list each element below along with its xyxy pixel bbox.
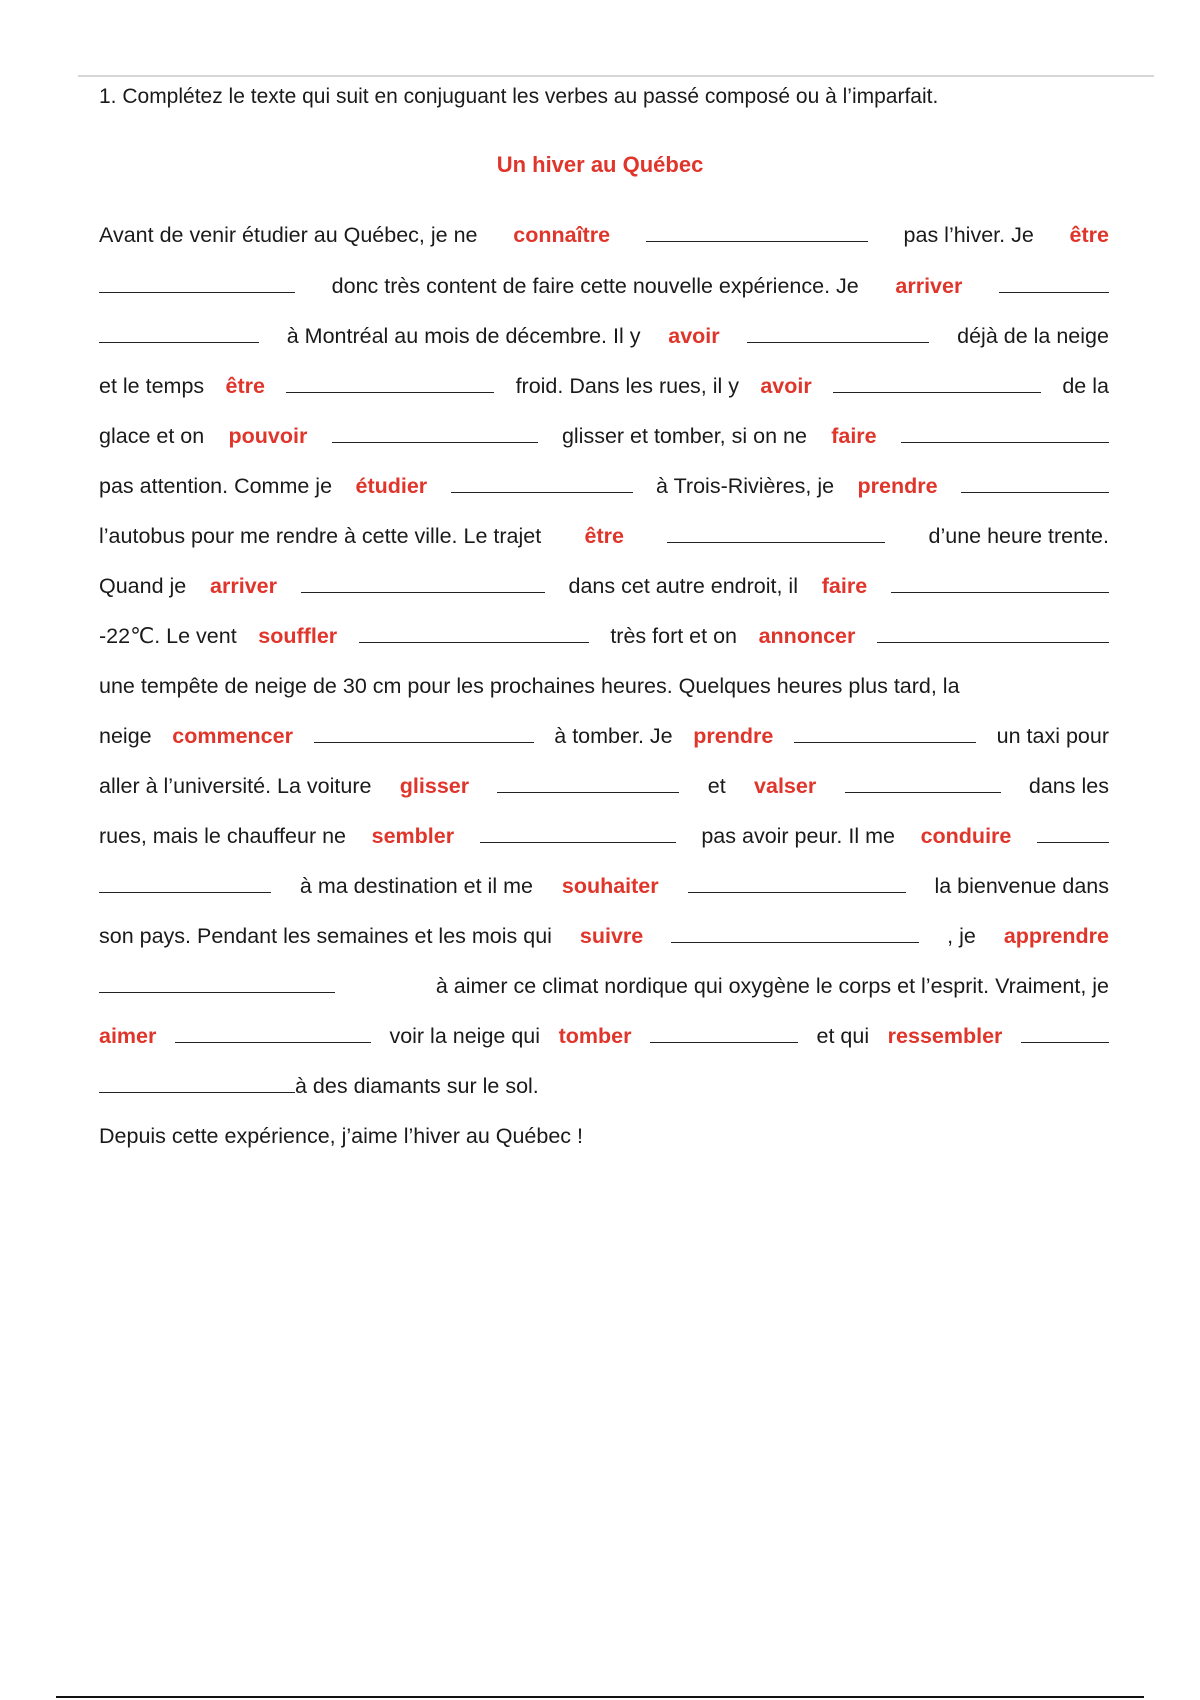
text-segment: et le temps xyxy=(99,374,205,398)
text-line xyxy=(99,970,1109,1002)
text-line xyxy=(99,219,1109,251)
text-segment: glace et on xyxy=(99,424,205,448)
verb-infinitive: étudier xyxy=(355,474,428,498)
text-segment: d’une heure trente. xyxy=(928,524,1109,548)
text-line xyxy=(99,670,1109,702)
text-line xyxy=(99,920,1109,952)
text-segment: à tomber. Je xyxy=(554,724,673,748)
text-segment: un taxi pour xyxy=(996,724,1109,748)
text-segment: dans les xyxy=(1028,774,1109,798)
answer-blank[interactable] xyxy=(99,991,335,993)
answer-blank[interactable] xyxy=(301,591,545,593)
text-line xyxy=(99,820,1109,852)
story-title: Un hiver au Québec xyxy=(496,152,704,177)
text-line xyxy=(99,470,1109,502)
answer-blank[interactable] xyxy=(99,291,295,293)
verb-infinitive: sembler xyxy=(371,824,455,848)
verb-infinitive: faire xyxy=(831,424,877,448)
text-segment: Quand je xyxy=(99,574,187,598)
text-line xyxy=(99,720,1109,752)
text-segment: pas attention. Comme je xyxy=(99,474,333,498)
answer-blank[interactable] xyxy=(833,391,1041,393)
text-segment: rues, mais le chauffeur ne xyxy=(99,824,346,848)
answer-blank[interactable] xyxy=(999,291,1109,293)
text-segment: voir la neige qui xyxy=(389,1024,541,1048)
exercise-instruction: 1. Complétez le texte qui suit en conjuguant les verbes au passé composé ou à l’imparfait. xyxy=(99,85,939,108)
text-segment: glisser et tomber, si on ne xyxy=(561,424,807,448)
answer-blank[interactable] xyxy=(794,741,976,743)
answer-blank[interactable] xyxy=(99,341,259,343)
text-segment: aller à l’université. La voiture xyxy=(99,774,372,798)
verb-infinitive: avoir xyxy=(668,324,720,348)
answer-blank[interactable] xyxy=(99,891,271,893)
text-segment: à Montréal au mois de décembre. Il y xyxy=(286,324,641,348)
answer-blank[interactable] xyxy=(332,441,538,443)
answer-blank[interactable] xyxy=(845,791,1001,793)
text-segment: -22℃. Le vent xyxy=(99,624,237,648)
bottom-rule xyxy=(56,1696,1144,1698)
verb-infinitive: être xyxy=(225,374,265,398)
verb-infinitive: prendre xyxy=(857,474,938,498)
text-line xyxy=(99,420,1109,452)
text-segment: pas l’hiver. Je xyxy=(903,223,1034,247)
text-segment: à aimer ce climat nordique qui oxygène le corps et l’esprit. Vraiment, je xyxy=(435,974,1109,998)
verb-infinitive: conduire xyxy=(920,824,1012,848)
text-segment: son pays. Pendant les semaines et les mois qui xyxy=(99,924,552,948)
answer-blank[interactable] xyxy=(646,240,868,242)
verb-infinitive: annoncer xyxy=(758,624,856,648)
text-segment: et qui xyxy=(816,1024,870,1048)
text-line xyxy=(99,520,1109,552)
text-line xyxy=(99,1020,1109,1052)
text-segment: , je xyxy=(947,924,976,948)
answer-blank[interactable] xyxy=(688,891,906,893)
answer-blank[interactable] xyxy=(667,541,885,543)
text-segment: et xyxy=(707,774,726,798)
verb-infinitive: valser xyxy=(754,774,817,798)
verb-infinitive: tomber xyxy=(558,1024,632,1048)
verb-infinitive: être xyxy=(584,524,624,548)
top-rule xyxy=(78,75,1154,77)
answer-blank[interactable] xyxy=(1021,1041,1109,1043)
text-line xyxy=(99,1070,1109,1102)
text-segment: de la xyxy=(1062,374,1109,398)
verb-infinitive: glisser xyxy=(399,774,470,798)
text-segment: une tempête de neige de 30 cm pour les prochaines heures. Quelques heures plus tard, la xyxy=(99,674,960,698)
answer-blank[interactable] xyxy=(1037,841,1109,843)
verb-infinitive: arriver xyxy=(210,574,277,598)
answer-blank[interactable] xyxy=(901,441,1109,443)
answer-blank[interactable] xyxy=(671,941,919,943)
verb-infinitive: souffler xyxy=(258,624,338,648)
text-segment: donc très content de faire cette nouvelle expérience. Je xyxy=(331,274,859,298)
answer-blank[interactable] xyxy=(877,641,1109,643)
text-segment: la bienvenue dans xyxy=(934,874,1109,898)
answer-blank[interactable] xyxy=(747,341,929,343)
answer-blank[interactable] xyxy=(175,1041,371,1043)
answer-blank[interactable] xyxy=(451,491,633,493)
answer-blank[interactable] xyxy=(286,391,494,393)
text-segment: pas avoir peur. Il me xyxy=(701,824,895,848)
text-line xyxy=(99,770,1109,802)
text-line xyxy=(99,270,1109,302)
answer-blank[interactable] xyxy=(497,791,679,793)
answer-blank[interactable] xyxy=(359,641,589,643)
text-segment: dans cet autre endroit, il xyxy=(568,574,798,598)
verb-infinitive: avoir xyxy=(760,374,812,398)
verb-infinitive: connaître xyxy=(513,223,611,247)
verb-infinitive: souhaiter xyxy=(561,874,659,898)
text-line xyxy=(99,570,1109,602)
answer-blank[interactable] xyxy=(480,841,676,843)
answer-blank[interactable] xyxy=(650,1041,798,1043)
verb-infinitive: pouvoir xyxy=(228,424,308,448)
answer-blank[interactable] xyxy=(891,591,1109,593)
text-segment: neige xyxy=(99,724,152,748)
text-segment: très fort et on xyxy=(610,624,737,648)
verb-infinitive: apprendre xyxy=(1003,924,1109,948)
text-line xyxy=(99,320,1109,352)
text-segment: à des diamants sur le sol. xyxy=(295,1074,539,1098)
text-segment: déjà de la neige xyxy=(957,324,1109,348)
verb-infinitive: suivre xyxy=(579,924,644,948)
answer-blank[interactable] xyxy=(314,741,534,743)
text-segment: à Trois-Rivières, je xyxy=(656,474,835,498)
verb-infinitive: ressembler xyxy=(887,1024,1003,1048)
text-segment: Avant de venir étudier au Québec, je ne xyxy=(99,223,478,247)
text-line xyxy=(99,1120,1109,1152)
text-line xyxy=(99,370,1109,402)
text-segment: l’autobus pour me rendre à cette ville. Le trajet xyxy=(99,524,542,548)
text-line xyxy=(99,620,1109,652)
verb-infinitive: commencer xyxy=(172,724,293,748)
text-segment: Depuis cette expérience, j’aime l’hiver au Québec ! xyxy=(99,1124,584,1148)
text-segment: à ma destination et il me xyxy=(299,874,533,898)
verb-infinitive: aimer xyxy=(99,1024,157,1048)
answer-blank[interactable] xyxy=(99,1091,295,1093)
text-segment: froid. Dans les rues, il y xyxy=(515,374,740,398)
answer-blank[interactable] xyxy=(961,491,1109,493)
verb-infinitive: prendre xyxy=(693,724,774,748)
verb-infinitive: être xyxy=(1069,223,1109,247)
verb-infinitive: arriver xyxy=(895,274,963,298)
text-line xyxy=(99,870,1109,902)
verb-infinitive: faire xyxy=(821,574,868,598)
